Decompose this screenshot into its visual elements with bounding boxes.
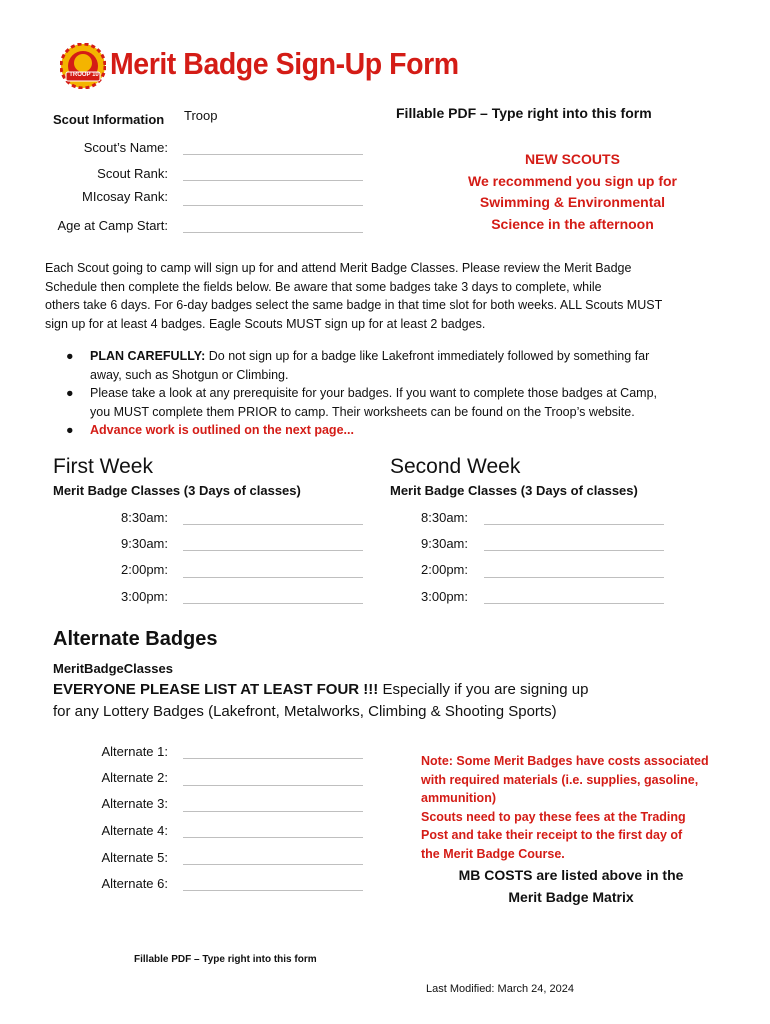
alternate6-field[interactable] xyxy=(183,890,363,891)
scout-rank-field[interactable] xyxy=(183,180,363,181)
alternate-label: Alternate 1: xyxy=(101,744,168,759)
list-text: you MUST complete them PRIOR to camp. Their worksheets can be found on the Troop’s website. xyxy=(90,404,635,419)
everyone-text: for any Lottery Badges (Lakefront, Metalworks, Climbing & Shooting Sports) xyxy=(53,703,557,720)
alternate1-field[interactable] xyxy=(183,758,363,759)
scout-rank-label: Scout Rank: xyxy=(97,166,168,181)
plan-carefully-label: PLAN CAREFULLY: xyxy=(90,349,206,363)
new-scouts-box xyxy=(440,149,705,235)
first-week-heading: First Week xyxy=(53,455,153,478)
mb-costs-note xyxy=(421,865,721,908)
list-item xyxy=(66,347,706,384)
fillable-note-bottom: Fillable PDF – Type right into this form xyxy=(134,954,317,965)
mb-costs-line: MB COSTS are listed above in the xyxy=(458,867,684,883)
alternate3-field[interactable] xyxy=(183,811,363,812)
note-line: with required materials (i.e. supplies, gasoline, xyxy=(421,772,699,787)
intro-line: sign up for at least 4 badges. Eagle Scouts MUST sign up for at least 2 badges. xyxy=(45,316,486,331)
age-field[interactable] xyxy=(183,232,363,233)
week2-slot1-field[interactable] xyxy=(484,524,664,525)
list-text: Please take a look at any prerequisite for your badges. If you want to complete those badges at Camp, xyxy=(90,386,657,400)
alternate-label: Alternate 4: xyxy=(101,823,168,838)
everyone-notice xyxy=(53,679,653,723)
new-scouts-line: Science in the afternoon xyxy=(491,215,654,232)
logo-text: TROOP 10 xyxy=(69,72,99,78)
last-modified: Last Modified: March 24, 2024 xyxy=(426,983,574,995)
second-week-heading: Second Week xyxy=(390,455,521,478)
fillable-note-top: Fillable PDF – Type right into this form xyxy=(396,105,652,121)
week2-slot-label: 2:00pm: xyxy=(421,562,468,577)
everyone-emphasis: EVERYONE PLEASE LIST AT LEAST FOUR !!! xyxy=(53,681,379,698)
week1-slot-label: 2:00pm: xyxy=(121,562,168,577)
note-line: Post and take their receipt to the first day of xyxy=(421,828,683,842)
week2-slot2-field[interactable] xyxy=(484,550,664,551)
week1-slot3-field[interactable] xyxy=(183,577,363,578)
list-text: away, such as Shotgun or Climbing. xyxy=(90,367,289,382)
alternate-label: Alternate 2: xyxy=(101,770,168,785)
intro-paragraph xyxy=(45,259,745,333)
everyone-text: Especially if you are signing up xyxy=(378,681,589,698)
alternate4-field[interactable] xyxy=(183,837,363,838)
first-week-subheading: Merit Badge Classes (3 Days of classes) xyxy=(53,483,301,498)
intro-line: Schedule then complete the fields below. Be aware that some badges take 3 days to complete, while xyxy=(45,279,602,294)
note-line: Scouts need to pay these fees at the Trading xyxy=(421,809,686,824)
week1-slot-label: 9:30am: xyxy=(121,536,168,551)
week1-slot-label: 3:00pm: xyxy=(121,589,168,604)
week2-slot3-field[interactable] xyxy=(484,577,664,578)
week2-slot-label: 3:00pm: xyxy=(421,589,468,604)
bullet-icon: ● xyxy=(66,386,74,400)
mb-costs-line: Merit Badge Matrix xyxy=(508,888,634,905)
list-text: Do not sign up for a badge like Lakefront immediately followed by something far xyxy=(205,349,650,363)
troop-logo xyxy=(60,43,106,89)
new-scouts-line: We recommend you sign up for xyxy=(468,172,677,189)
note-line: ammunition) xyxy=(421,791,496,805)
list-item xyxy=(66,384,706,421)
week2-slot-label: 8:30am: xyxy=(421,510,468,525)
micosay-rank-label: MIcosay Rank: xyxy=(82,189,168,204)
intro-line: Each Scout going to camp will sign up for and attend Merit Badge Classes. Please review the Merit Badge xyxy=(45,261,632,275)
week2-slot4-field[interactable] xyxy=(484,603,664,604)
bullet-icon: ● xyxy=(66,349,74,363)
alternate5-field[interactable] xyxy=(183,864,363,865)
intro-line: others take 6 days. For 6-day badges select the same badge in that time slot for both weeks. ALL Scouts MUST xyxy=(45,298,663,312)
troop-label: Troop xyxy=(184,108,218,123)
alternate-label: Alternate 5: xyxy=(101,850,168,865)
note-line: Note: Some Merit Badges have costs associated xyxy=(421,754,709,768)
page-title: Merit Badge Sign-Up Form xyxy=(110,46,459,81)
micosay-rank-field[interactable] xyxy=(183,205,363,206)
second-week-subheading: Merit Badge Classes (3 Days of classes) xyxy=(390,483,638,498)
alternate2-field[interactable] xyxy=(183,785,363,786)
new-scouts-heading: NEW SCOUTS xyxy=(525,151,620,167)
instruction-list xyxy=(66,347,706,440)
scout-info-label: Scout Information xyxy=(53,112,165,127)
scout-name-field[interactable] xyxy=(183,154,363,155)
alternate-label: Alternate 3: xyxy=(101,796,168,811)
age-label: Age at Camp Start: xyxy=(57,218,168,233)
costs-note xyxy=(421,752,741,863)
note-line: the Merit Badge Course. xyxy=(421,846,565,861)
new-scouts-line: Swimming & Environmental xyxy=(479,194,666,210)
alternate-heading: Alternate Badges xyxy=(53,628,218,650)
week2-slot-label: 9:30am: xyxy=(421,536,468,551)
alternate-label: Alternate 6: xyxy=(101,876,168,891)
week1-slot-label: 8:30am: xyxy=(121,510,168,525)
list-item xyxy=(66,421,706,440)
alternate-subheading: MeritBadgeClasses xyxy=(53,661,173,676)
scout-name-label: Scout’s Name: xyxy=(83,140,168,155)
bullet-icon: ● xyxy=(66,423,74,437)
advance-work-link: Advance work is outlined on the next page... xyxy=(90,423,354,437)
